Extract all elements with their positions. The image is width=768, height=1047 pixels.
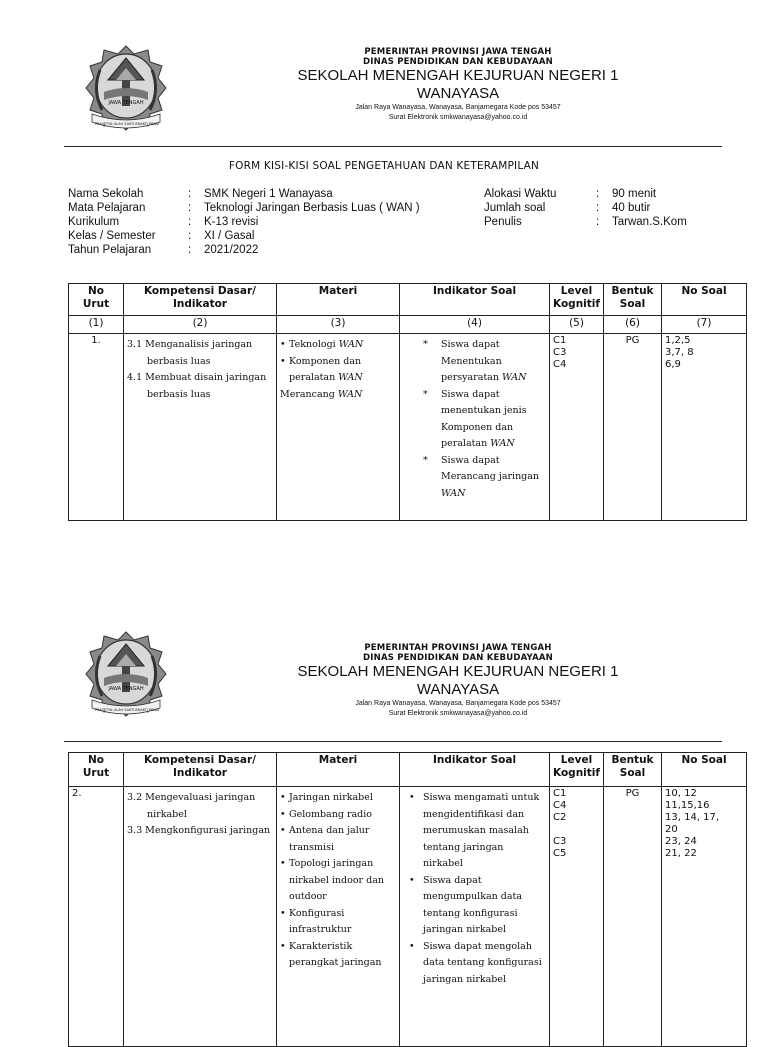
meta-value: XI / Gasal [204, 230, 255, 242]
kd-cell [124, 787, 277, 1047]
materi-item [280, 354, 396, 387]
meta-value: K-13 revisi [204, 216, 259, 228]
level-value: C2 [553, 812, 567, 823]
bentuk-cell: PG [604, 787, 662, 1047]
meta-key: Penulis [484, 216, 522, 228]
header-kd [124, 284, 277, 316]
level-cell [550, 787, 604, 1047]
column-number: (2) [124, 316, 277, 334]
materi-cell [277, 787, 400, 1047]
nosoal-value: 11,15,16 [665, 800, 710, 811]
kisi-kisi-table-1 [68, 283, 747, 521]
header-level-line1: Level [560, 754, 593, 766]
header-level [550, 753, 604, 787]
header-bentuk-line1: Bentuk [611, 285, 654, 297]
column-number: (6) [604, 316, 662, 334]
column-number: (1) [69, 316, 124, 334]
meta-colon: : [188, 202, 192, 214]
nosoal-value: 21, 22 [665, 848, 697, 859]
department-line: DINAS PENDIDIKAN DAN KEBUDAYAAN [363, 57, 553, 67]
header-nosoal: No Soal [662, 753, 747, 787]
materi-item: • Konfigurasi infrastruktur [280, 906, 396, 939]
meta-row [68, 229, 420, 243]
nosoal-value: 20 [665, 824, 678, 835]
header-no-line1: No [87, 285, 104, 297]
meta-key: Kurikulum [68, 216, 120, 228]
meta-value: SMK Negeri 1 Wanayasa [204, 188, 333, 200]
meta-row [484, 187, 687, 201]
meta-colon: : [596, 188, 600, 200]
meta-row [68, 187, 420, 201]
meta-right [484, 187, 687, 229]
meta-colon: : [596, 216, 600, 228]
header-kd-line1: Kompetensi Dasar/ [143, 285, 256, 297]
school-name-line1: SEKOLAH MENENGAH KEJURUAN NEGERI 1 [297, 67, 619, 84]
materi-item: • Gelombang radio [280, 807, 396, 824]
bentuk-cell: PG [604, 334, 662, 521]
header-materi: Materi [277, 284, 400, 316]
materi-text: Komponen dan peralatan WAN [289, 355, 363, 383]
meta-colon: : [188, 230, 192, 242]
level-value: C5 [553, 848, 567, 859]
kd-item: 4.1 Membuat disain jaringan berbasis luas [127, 372, 267, 400]
table-row [69, 334, 747, 521]
kd-item: 3.1 Menganalisis jaringan berbasis luas [127, 339, 253, 367]
nosoal-cell [662, 787, 747, 1047]
indikator-cell [400, 334, 550, 521]
letterhead-divider [64, 146, 722, 147]
materi-text: Merancang WAN [280, 388, 363, 400]
column-number: (4) [400, 316, 550, 334]
meta-key: Nama Sekolah [68, 188, 144, 200]
materi-item: • Topologi jaringan nirkabel indoor dan outdoor [280, 856, 396, 906]
logo-motto-text: PRASETYA ULAH SAKTI BHAKTI PRAJA [94, 708, 160, 712]
logo-banner-text: JAWA TENGAH [108, 686, 144, 692]
table-row [69, 787, 747, 1047]
logo-motto-text: PRASETYA ULAH SAKTI BHAKTI PRAJA [94, 122, 160, 126]
level-value [553, 824, 600, 836]
table-header-row [69, 284, 747, 316]
logo-banner-text: JAWA TENGAH [108, 100, 144, 106]
indikator-item: • Siswa dapat mengolah data tentang konfigurasi jaringan nirkabel [403, 939, 546, 989]
nosoal-value: 3,7, 8 [665, 347, 694, 358]
meta-row [68, 201, 420, 215]
header-level-line2: Kognitif [553, 767, 600, 779]
meta-row [68, 215, 420, 229]
kd-cell [124, 334, 277, 521]
nosoal-value: 1,2,5 [665, 335, 691, 346]
header-no-line2: Urut [82, 298, 110, 310]
row-number: 2. [69, 787, 124, 1047]
header-indikator: Indikator Soal [400, 284, 550, 316]
nosoal-value: 23, 24 [665, 836, 697, 847]
materi-item: • Jaringan nirkabel [280, 790, 396, 807]
indikator-item: * Siswa dapat Merancang jaringan WAN [403, 453, 546, 503]
header-bentuk-line1: Bentuk [611, 754, 654, 766]
header-level [550, 284, 604, 316]
header-indikator: Indikator Soal [400, 753, 550, 787]
meta-key: Kelas / Semester [68, 230, 156, 242]
level-value: C4 [553, 800, 567, 811]
meta-value: 40 butir [612, 202, 651, 214]
indikator-cell [400, 787, 550, 1047]
materi-item [280, 387, 396, 404]
level-value: C1 [553, 788, 567, 799]
meta-key: Tahun Pelajaran [68, 244, 152, 256]
meta-key: Jumlah soal [484, 202, 546, 214]
nosoal-cell [662, 334, 747, 521]
materi-cell [277, 334, 400, 521]
header-kd-line2: Indikator [173, 298, 227, 310]
school-email: Surat Elektronik smkwanayasa@yahoo.co.id [388, 114, 528, 121]
form-title: FORM KISI-KISI SOAL PENGETAHUAN DAN KETERAMPILAN [228, 160, 540, 172]
school-name-line2: WANAYASA [416, 85, 500, 102]
indikator-item: • Siswa mengamati untuk mengidentifikasi dan merumuskan masalah tentang jaringan nirkabel [403, 790, 546, 873]
level-value: C1 [553, 335, 567, 346]
header-bentuk [604, 753, 662, 787]
row-number: 1. [69, 334, 124, 521]
nosoal-value: 10, 12 [665, 788, 697, 799]
header-kd-line2: Indikator [173, 767, 227, 779]
meta-row [484, 201, 687, 215]
materi-item [280, 337, 396, 354]
table-header-row [69, 753, 747, 787]
header-nosoal: No Soal [662, 284, 747, 316]
meta-colon: : [596, 202, 600, 214]
meta-value: Tarwan.S.Kom [612, 216, 687, 228]
header-level-line2: Kognitif [553, 298, 600, 310]
header-level-line1: Level [560, 285, 593, 297]
meta-left [68, 187, 420, 257]
materi-text: Teknologi WAN [289, 339, 364, 350]
level-value: C4 [553, 359, 567, 370]
materi-item: • Karakteristik perangkat jaringan [280, 939, 396, 972]
meta-colon: : [188, 216, 192, 228]
school-address: Jalan Raya Wanayasa, Wanayasa, Banjarnegara Kode pos 53457 [355, 104, 561, 111]
meta-value: 2021/2022 [204, 244, 259, 256]
nosoal-value: 13, 14, 17, [665, 812, 720, 823]
materi-item: • Antena dan jalur transmisi [280, 823, 396, 856]
indikator-item: • Siswa dapat mengumpulkan data tentang konfigurasi jaringan nirkabel [403, 873, 546, 939]
meta-key: Mata Pelajaran [68, 202, 146, 214]
meta-colon: : [188, 188, 192, 200]
school-email: Surat Elektronik smkwanayasa@yahoo.co.id [388, 710, 528, 717]
letterhead-divider [64, 741, 722, 742]
column-number-row [69, 316, 747, 334]
meta-row [484, 215, 687, 229]
meta-colon: : [188, 244, 192, 256]
province-line: PEMERINTAH PROVINSI JAWA TENGAH [364, 47, 552, 57]
school-name-line1: SEKOLAH MENENGAH KEJURUAN NEGERI 1 [297, 663, 619, 680]
letterhead [270, 47, 646, 123]
column-number: (7) [662, 316, 747, 334]
province-line: PEMERINTAH PROVINSI JAWA TENGAH [364, 643, 552, 653]
header-bentuk-line2: Soal [619, 767, 646, 779]
indikator-item: * Siswa dapat menentukan jenis Komponen dan peralatan WAN [403, 387, 546, 453]
meta-key: Alokasi Waktu [484, 188, 557, 200]
column-number: (5) [550, 316, 604, 334]
kisi-kisi-table-2 [68, 752, 747, 1047]
header-no-line2: Urut [82, 767, 110, 779]
meta-value: 90 menit [612, 188, 657, 200]
level-value: C3 [553, 836, 567, 847]
header-bentuk [604, 284, 662, 316]
meta-value: Teknologi Jaringan Berbasis Luas ( WAN ) [204, 202, 420, 214]
kd-item: 3.2 Mengevaluasi jaringan nirkabel [127, 792, 256, 820]
header-no [69, 753, 124, 787]
kd-item: 3.3 Mengkonfigurasi jaringan [127, 825, 271, 836]
column-number: (3) [277, 316, 400, 334]
level-cell [550, 334, 604, 521]
nosoal-value: 6,9 [665, 359, 681, 370]
school-name-line2: WANAYASA [416, 681, 500, 698]
header-no [69, 284, 124, 316]
header-materi: Materi [277, 753, 400, 787]
header-kd [124, 753, 277, 787]
level-value: C3 [553, 347, 567, 358]
header-bentuk-line2: Soal [619, 298, 646, 310]
meta-row [68, 243, 420, 257]
header-no-line1: No [87, 754, 104, 766]
school-address: Jalan Raya Wanayasa, Wanayasa, Banjarnegara Kode pos 53457 [355, 700, 561, 707]
department-line: DINAS PENDIDIKAN DAN KEBUDAYAAN [363, 653, 553, 663]
letterhead [270, 643, 646, 719]
indikator-item: * Siswa dapat Menentukan persyaratan WAN [403, 337, 546, 387]
header-kd-line1: Kompetensi Dasar/ [143, 754, 256, 766]
